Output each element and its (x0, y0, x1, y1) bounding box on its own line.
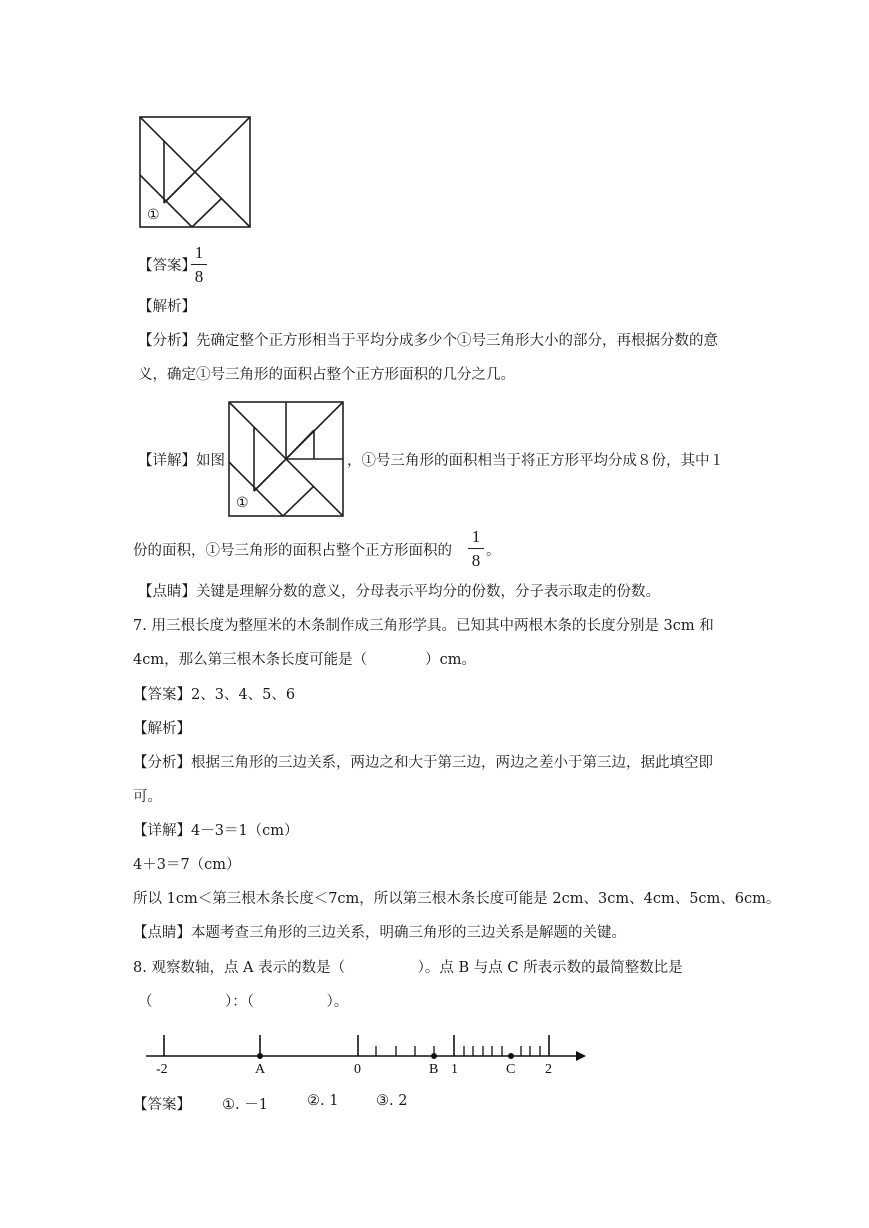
q7-fenxi-line2: 可。 (133, 789, 162, 805)
q6-jiexi: 【解析】 (138, 299, 196, 315)
triangle-1-marker: ① (147, 208, 160, 223)
q7-question-line1: 7. 用三根长度为整厘米的木条制作成三角形学具。已知其中两根木条的长度分别是 3cm 和 (133, 618, 714, 634)
fraction-bar (191, 264, 207, 265)
q6-xiangjie-line2: 份的面积，①号三角形的面积占整个正方形面积的 (133, 543, 452, 559)
label-neg2: -2 (156, 1062, 168, 1077)
q8-question-line2: （ ）：（ ）。 (138, 994, 349, 1010)
q7-jiexi: 【解析】 (133, 721, 191, 737)
triangle-1-marker-2: ① (236, 496, 249, 511)
q6-xiangjie-end: 。 (486, 543, 501, 559)
label-one: 1 (451, 1062, 458, 1077)
label-zero: 0 (354, 1062, 361, 1077)
q8-question-line1: 8. 观察数轴，点 A 表示的数是（ ）。点 B 与点 C 所表示数的最简整数比是 (133, 960, 683, 976)
label-two: 2 (545, 1062, 552, 1077)
fraction-numerator: 1 (471, 527, 481, 546)
fraction-bar (468, 548, 484, 549)
q6-fenxi-line2: 义，确定①号三角形的面积占整个正方形面积的几分之几。 (138, 367, 515, 383)
q6-xiangjie-after: ，①号三角形的面积相当于将正方形平均分成８份，其中１ (347, 453, 724, 469)
q6-xiangjie-label: 【详解】如图 (138, 453, 225, 469)
q7-xiangjie-line1: 【详解】4－3＝1（cm） (133, 823, 299, 839)
q8-answer-2: ②. 1 (307, 1093, 339, 1109)
q6-fenxi-line1: 【分析】先确定整个正方形相当于平均分成多少个①号三角形大小的部分，再根据分数的意 (138, 333, 718, 349)
label-point-a: A (255, 1062, 266, 1077)
q8-answer-1: ①. －1 (222, 1097, 268, 1113)
q6-answer-fraction (191, 244, 207, 285)
q7-xiangjie-line2: 4＋3＝7（cm） (133, 857, 241, 873)
fraction-denominator: 8 (194, 267, 204, 286)
q7-question-line2: 4cm，那么第三根木条长度可能是（ ）cm。 (133, 652, 476, 668)
q7-dianjing: 【点睛】本题考查三角形的三边关系，明确三角形的三边关系是解题的关键。 (133, 925, 626, 941)
q7-answer: 【答案】2、3、4、5、6 (133, 687, 296, 703)
q6-xiangjie-fraction (468, 528, 484, 569)
number-line (140, 1030, 590, 1080)
tangram-figure-2 (228, 401, 344, 517)
tangram-figure-1 (139, 116, 251, 228)
label-point-c: C (506, 1062, 516, 1077)
q6-dianjing: 【点睛】关键是理解分数的意义，分母表示平均分的份数，分子表示取走的份数。 (138, 584, 660, 600)
q8-answer-label: 【答案】 (133, 1097, 191, 1113)
q6-answer-label: 【答案】 (138, 258, 196, 274)
q7-fenxi-line1: 【分析】根据三角形的三边关系，两边之和大于第三边，两边之差小于第三边，据此填空即 (133, 755, 713, 771)
fraction-denominator: 8 (471, 551, 481, 570)
label-point-b: B (429, 1062, 439, 1077)
q7-xiangjie-line3: 所以 1cm＜第三根木条长度＜7cm，所以第三根木条长度可能是 2cm、3cm、4cm、5cm、6cm。 (133, 891, 781, 907)
q8-answer-3: ③. 2 (376, 1093, 408, 1109)
fraction-numerator: 1 (194, 243, 204, 262)
